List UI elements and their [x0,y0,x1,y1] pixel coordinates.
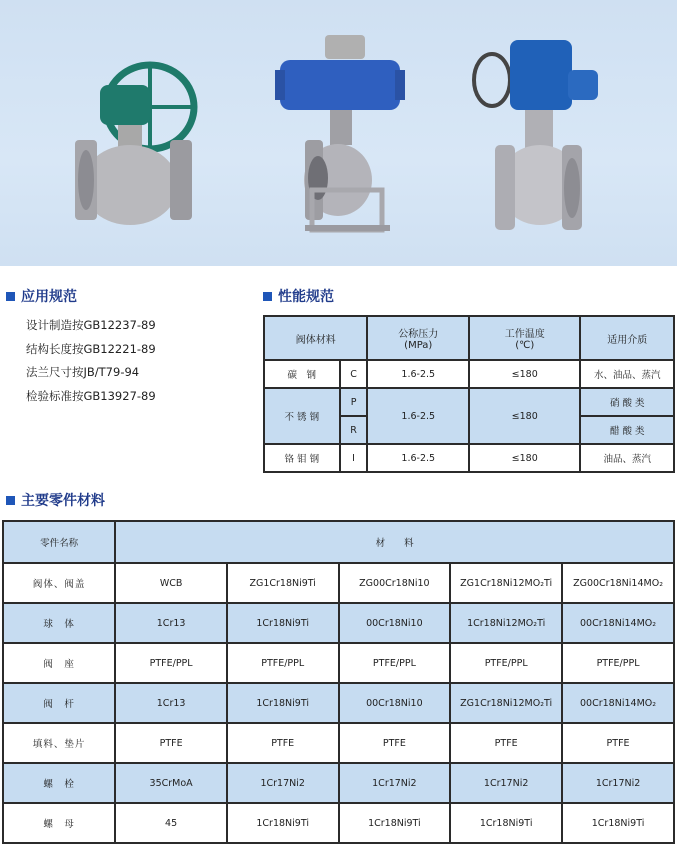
standard-item: 法兰尺寸按JB/T79-94 [26,365,140,379]
material-cell: 碳 钢 [264,360,340,388]
standard-item: 结构长度按GB12221-89 [26,341,156,356]
part-name-cell: 螺 母 [3,803,115,843]
part-name-cell: 球 体 [3,603,115,643]
material-cell: 00Cr18Ni14MO₂ [562,683,674,723]
pneumatic-valve-image [270,30,410,240]
product-banner [0,0,677,266]
material-cell: 1Cr18Ni9Ti [227,683,339,723]
manual-valve-image [70,45,210,225]
performance-section-title [263,286,334,306]
material-cell: 1Cr17Ni2 [339,763,451,803]
material-cell: 1Cr18Ni12MO₂Ti [450,603,562,643]
application-section-title [6,286,77,306]
temp-cell: ≤180 [469,444,580,472]
part-name-cell: 阀 座 [3,643,115,683]
material-cell: 1Cr18Ni9Ti [562,803,674,843]
parts-section-title [6,490,105,510]
table-row [3,683,674,723]
material-cell: PTFE/PPL [227,643,339,683]
medium-cell: 水、油品、蒸汽 [580,360,674,388]
standard-item: 设计制造按GB12237-89 [26,318,156,332]
temp-cell: ≤180 [469,360,580,388]
material-cell: ZG1Cr18Ni12MO₂Ti [450,563,562,603]
medium-cell: 硝 酸 类 [580,388,674,416]
medium-cell: 油品、蒸汽 [580,444,674,472]
header-medium: 适用介质 [580,316,674,360]
pressure-cell: 1.6-2.5 [367,388,469,444]
parts-material-table [2,520,675,844]
code-cell: C [340,360,368,388]
material-cell: 1Cr18Ni9Ti [227,603,339,643]
material-cell: 35CrMoA [115,763,227,803]
part-name-cell: 阀 杆 [3,683,115,723]
material-cell: PTFE [562,723,674,763]
material-cell: PTFE/PPL [450,643,562,683]
code-cell: P [340,388,368,416]
section-title-text: 主要零件材料 [21,493,105,509]
material-cell: 45 [115,803,227,843]
part-name-cell: 阀体、阀盖 [3,563,115,603]
square-bullet-icon [6,496,15,505]
material-cell: PTFE [450,723,562,763]
material-cell: 1Cr17Ni2 [227,763,339,803]
header-temp-line1: 工作温度 [504,329,545,340]
header-pressure-line2: (MPa) [404,340,433,351]
code-cell: I [340,444,368,472]
material-cell: PTFE/PPL [339,643,451,683]
material-cell: ZG00Cr18Ni14MO₂ [562,563,674,603]
pressure-cell: 1.6-2.5 [367,444,469,472]
table-row [3,763,674,803]
material-cell: ZG00Cr18Ni10 [339,563,451,603]
section-title-text: 应用规范 [21,289,77,305]
header-temp-line2: (℃) [515,340,535,351]
material-cell: 1Cr18Ni9Ti [227,803,339,843]
pressure-cell: 1.6-2.5 [367,360,469,388]
table-row [3,723,674,763]
header-pressure-line1: 公称压力 [398,329,439,340]
material-cell: 铬 钼 钢 [264,444,340,472]
code-cell: R [340,416,368,444]
header-pressure [367,316,469,360]
square-bullet-icon [6,292,15,301]
material-cell: PTFE/PPL [562,643,674,683]
material-cell: 1Cr17Ni2 [450,763,562,803]
temp-cell: ≤180 [469,388,580,444]
material-cell: 1Cr13 [115,683,227,723]
material-cell: 不 锈 钢 [264,388,340,444]
square-bullet-icon [263,292,272,301]
material-cell: 1Cr13 [115,603,227,643]
electric-valve-image [470,30,610,240]
material-cell: 1Cr18Ni9Ti [450,803,562,843]
material-cell: WCB [115,563,227,603]
table-row [3,803,674,843]
standard-item: 检验标准按GB13927-89 [26,388,156,403]
part-name-cell: 螺 栓 [3,763,115,803]
material-cell: PTFE [339,723,451,763]
performance-table [263,315,675,473]
material-cell: 00Cr18Ni10 [339,683,451,723]
section-title-text: 性能规范 [278,289,334,305]
material-cell: ZG1Cr18Ni12MO₂Ti [450,683,562,723]
table-row [3,603,674,643]
material-cell: PTFE [115,723,227,763]
material-cell: PTFE/PPL [115,643,227,683]
material-cell: PTFE [227,723,339,763]
table-row [3,563,674,603]
material-cell: 00Cr18Ni14MO₂ [562,603,674,643]
header-material: 阀体材料 [264,316,367,360]
material-cell: 00Cr18Ni10 [339,603,451,643]
medium-cell: 醋 酸 类 [580,416,674,444]
material-cell: 1Cr18Ni9Ti [339,803,451,843]
table-row [3,643,674,683]
header-material: 材 料 [115,521,674,563]
part-name-cell: 填料、垫片 [3,723,115,763]
material-cell: 1Cr17Ni2 [562,763,674,803]
header-temperature [469,316,580,360]
header-part-name: 零件名称 [3,521,115,563]
material-cell: ZG1Cr18Ni9Ti [227,563,339,603]
standards-list [26,314,156,408]
